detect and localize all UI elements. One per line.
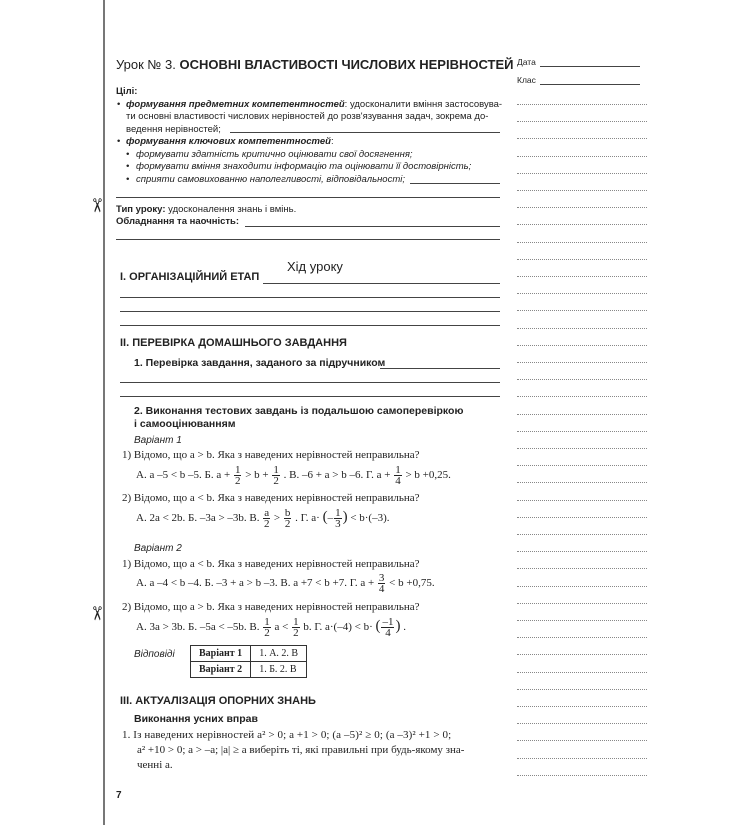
note-line — [517, 758, 647, 759]
note-line — [517, 740, 647, 741]
v1-question-2-options: А. 2a < 2b. Б. –3a > –3b. В. $\frac{a}{2}$ > $\frac{b}{2}$ . Г. a· (– $\frac{1}{3}$ ) < b·(–3). — [136, 507, 390, 530]
note-line — [517, 328, 647, 329]
table-cell: Варіант 1 — [191, 646, 251, 662]
v1-question-2: 2) Відомо, що a < b. Яка з наведених нерівностей неправильна? — [122, 492, 420, 504]
lesson-type: Тип уроку: удосконалення знань і вмінь. — [116, 204, 297, 215]
table-cell: Варіант 2 — [191, 662, 251, 678]
variant-2-label: Варіант 2 — [134, 543, 182, 554]
note-line — [517, 689, 647, 690]
page-number: 7 — [116, 790, 122, 801]
answers-label: Відповіді — [134, 649, 175, 660]
answers-table — [190, 645, 307, 678]
note-line — [517, 551, 647, 552]
exercise-1-line3: ченні a. — [137, 759, 173, 771]
goal-1-text: : удосконалити вміння застосовува- — [344, 98, 503, 110]
note-line — [517, 448, 647, 449]
note-line — [517, 603, 647, 604]
note-line — [517, 431, 647, 432]
note-line — [517, 379, 647, 380]
table-cell: 1. Б. 2. В — [251, 662, 307, 678]
margin-cut-line — [103, 0, 105, 825]
note-line — [517, 482, 647, 483]
note-line — [517, 362, 647, 363]
date-line — [540, 66, 640, 67]
exercise-1-line2: a² +10 > 0; a > –a; |a| ≥ a виберіть ті, які правильні при будь-якому зна- — [137, 744, 465, 756]
section-3-title: III. АКТУАЛІЗАЦІЯ ОПОРНИХ ЗНАНЬ — [120, 695, 316, 707]
date-label: Дата — [517, 57, 536, 67]
table-row — [191, 646, 307, 662]
scissors-icon: ✂ — [85, 197, 107, 214]
note-line — [517, 224, 647, 225]
note-line — [517, 345, 647, 346]
note-line — [517, 259, 647, 260]
goals-block: Цілі: • формування предметних компетентностей: удосконалити вміння застосовува- ти основні властивості числових нерівностей до розв'язування задач, зокрема до- ведення нерівностей; • формування ключових компетентностей: • формувати здатність критично оцінювати свої досягнення; • формувати вміння знаходити інформацію та оцінювати її достовірність; • сприяти самовихованню наполегливості, відповідальності; — [116, 86, 506, 186]
class-label: Клас — [517, 75, 536, 85]
v2-question-2: 2) Відомо, що a > b. Яка з наведених нерівностей неправильна? — [122, 601, 420, 613]
note-line — [517, 190, 647, 191]
section-3-subtitle: Виконання усних вправ — [134, 713, 258, 725]
v2-question-1-options: А. a –4 < b –4. Б. –3 + a > b –3. В. a +7 < b +7. Г. a + $\frac{3}{4}$ < b +0,75. — [136, 572, 435, 595]
note-line — [517, 517, 647, 518]
note-line — [517, 104, 647, 105]
note-line — [517, 620, 647, 621]
section-2-1-title: 1. Перевірка завдання, заданого за підручником — [134, 357, 386, 369]
note-line — [517, 465, 647, 466]
note-line — [517, 534, 647, 535]
goal-1-title: формування предметних компетентностей — [126, 98, 345, 110]
exercise-1-line1: 1. Із наведених нерівностей a² > 0; a +1 > 0; (a –5)² ≥ 0; (a –3)² +1 > 0; — [122, 729, 452, 741]
variant-1-label: Варіант 1 — [134, 435, 182, 446]
course-heading: Хід уроку — [287, 259, 343, 274]
note-line — [517, 276, 647, 277]
table-cell: 1. А. 2. В — [251, 646, 307, 662]
note-line — [517, 568, 647, 569]
goal-2-title: формування ключових компетентностей — [126, 136, 331, 147]
note-line — [517, 586, 647, 587]
section-2-title: II. ПЕРЕВІРКА ДОМАШНЬОГО ЗАВДАННЯ — [120, 337, 347, 349]
v2-question-2-options: А. 3a > 3b. Б. –5a < –5b. В. $\frac{1}{2}$ a < $\frac{1}{2}$ b. Г. a·(–4) < b· ( $\frac{-1}{4}$ ) . — [136, 616, 406, 639]
goal-2-item-1: формувати здатність критично оцінювати свої досягнення; — [136, 148, 413, 160]
v2-question-1: 1) Відомо, що a < b. Яка з наведених нерівностей неправильна? — [122, 558, 420, 570]
goal-1-line3: ведення нерівностей; — [126, 123, 221, 135]
note-line — [517, 637, 647, 638]
note-line — [517, 672, 647, 673]
note-line — [517, 706, 647, 707]
note-line — [517, 138, 647, 139]
note-line — [517, 207, 647, 208]
v1-question-1: 1) Відомо, що a > b. Яка з наведених нерівностей неправильна? — [122, 449, 420, 461]
table-row — [191, 662, 307, 678]
section-1-title: I. ОРГАНІЗАЦІЙНИЙ ЕТАП — [120, 271, 260, 283]
goal-1-line2: ти основні властивості числових нерівностей до розв'язування задач, зокрема до- — [126, 111, 489, 122]
note-line — [517, 173, 647, 174]
note-line — [517, 775, 647, 776]
goal-2-item-2: формувати вміння знаходити інформацію та оцінювати її достовірність; — [136, 161, 472, 172]
class-line — [540, 84, 640, 85]
note-line — [517, 310, 647, 311]
note-line — [517, 723, 647, 724]
note-line — [517, 500, 647, 501]
goal-2-item-3: сприяти самовихованню наполегливості, відповідальності; — [136, 173, 405, 185]
note-line — [517, 293, 647, 294]
equipment-label: Обладнання та наочність: — [116, 216, 240, 227]
section-2-2-title-cont: і самооцінюванням — [134, 418, 236, 430]
lesson-title: Урок № 3. ОСНОВНІ ВЛАСТИВОСТІ ЧИСЛОВИХ НЕРІВНОСТЕЙ — [116, 57, 514, 72]
section-2-2-title: 2. Виконання тестових завдань із подальшою самоперевіркою — [134, 405, 464, 417]
note-line — [517, 396, 647, 397]
scissors-icon: ✂ — [85, 605, 107, 622]
note-line — [517, 156, 647, 157]
goals-heading: Цілі: — [116, 86, 138, 97]
note-line — [517, 654, 647, 655]
note-line — [517, 414, 647, 415]
note-line — [517, 121, 647, 122]
v1-question-1-options: А. a –5 < b –5. Б. a + $\frac{1}{2}$ > b + $\frac{1}{2}$ . В. –6 + a > b –6. Г. a + $\frac{1}{4}$ > b +0,25. — [136, 464, 451, 487]
note-line — [517, 242, 647, 243]
